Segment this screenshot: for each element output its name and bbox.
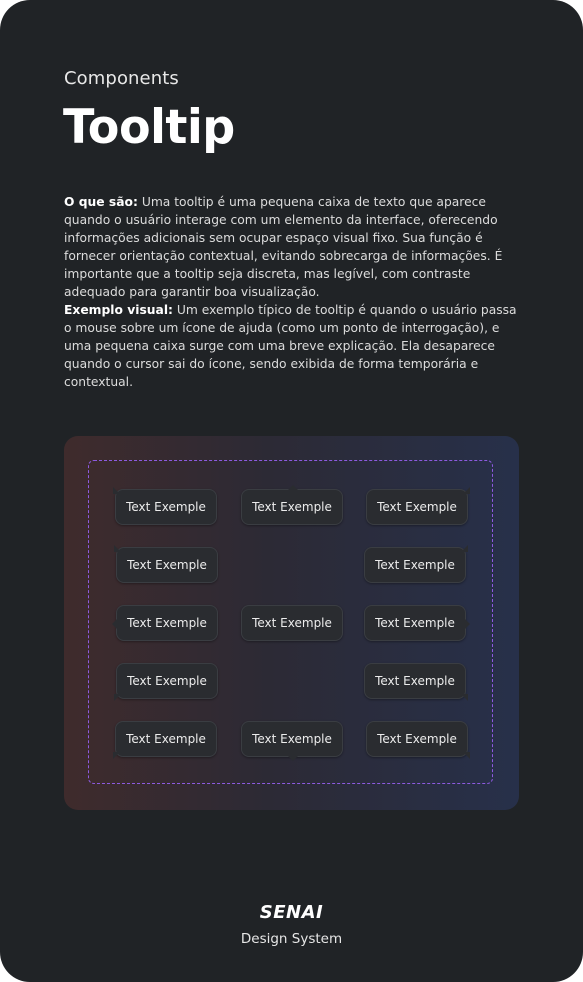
tooltip-label: Text Exemple (377, 732, 457, 746)
tooltip-right-bottom (364, 663, 466, 699)
what-label: O que são: (64, 195, 138, 209)
tooltip-bottom-right (366, 721, 468, 757)
tooltip-demo-panel (64, 436, 519, 810)
tooltip-arrow (113, 752, 120, 759)
tooltip-arrow (461, 694, 468, 701)
description-what (64, 193, 526, 301)
tooltip-top-right (366, 489, 468, 525)
tooltip-label: Text Exemple (252, 616, 332, 630)
footer-subtitle: Design System (240, 931, 343, 947)
tooltip-label: Text Exemple (252, 500, 332, 514)
tooltip-arrow (463, 752, 470, 759)
tooltip-label: Text Exemple (127, 558, 207, 572)
tooltip-label: Text Exemple (375, 616, 455, 630)
tooltip-left-top (116, 547, 218, 583)
tooltip-plain (241, 605, 343, 641)
what-text: Uma tooltip é uma pequena caixa de texto que aparece quando o usuário interage com um elemento da interface, oferecendo informações adicionais sem ocupar espaço visual fixo. Sua função é fornecer orientação contextual, evitando sobrecarga de informações. É importante que a tooltip seja discreta, mas legível, com contraste adequado para garantir boa visualização. (64, 195, 503, 299)
tooltip-arrow (463, 487, 470, 494)
tooltip-arrow (461, 545, 468, 552)
example-label: Exemplo visual: (64, 303, 173, 317)
tooltip-arrow (288, 756, 298, 761)
tooltip-label: Text Exemple (126, 500, 206, 514)
tooltip-bottom-left (115, 721, 217, 757)
tooltip-bottom (241, 721, 343, 757)
tooltip-label: Text Exemple (126, 732, 206, 746)
description-example (64, 301, 526, 391)
tooltip-arrow (114, 694, 121, 701)
tooltip-label: Text Exemple (127, 674, 207, 688)
tooltip-left (116, 605, 218, 641)
tooltip-label: Text Exemple (377, 500, 457, 514)
page-title: Tooltip (63, 100, 235, 155)
section-eyebrow: Components (64, 68, 179, 89)
tooltip-arrow (112, 619, 117, 629)
tooltip-right-top (364, 547, 466, 583)
example-text: Um exemplo típico de tooltip é quando o usuário passa o mouse sobre um ícone de ajuda (como um ponto de interrogação), e uma pequena caixa surge com uma breve explicação. Ela desaparece quando o cursor sai do ícone, sendo exibida de forma temporária e contextual. (64, 303, 517, 389)
tooltip-top-left (115, 489, 217, 525)
tooltip-label: Text Exemple (127, 616, 207, 630)
tooltip-label: Text Exemple (252, 732, 332, 746)
tooltip-top (241, 489, 343, 525)
tooltip-label: Text Exemple (375, 674, 455, 688)
tooltip-arrow (288, 485, 298, 490)
tooltip-left-bottom (116, 663, 218, 699)
tooltip-label: Text Exemple (375, 558, 455, 572)
tooltip-arrow (114, 545, 121, 552)
tooltip-arrow (113, 487, 120, 494)
tooltip-arrow (465, 619, 470, 629)
senai-logo: SENAI (259, 902, 324, 923)
tooltip-right (364, 605, 466, 641)
